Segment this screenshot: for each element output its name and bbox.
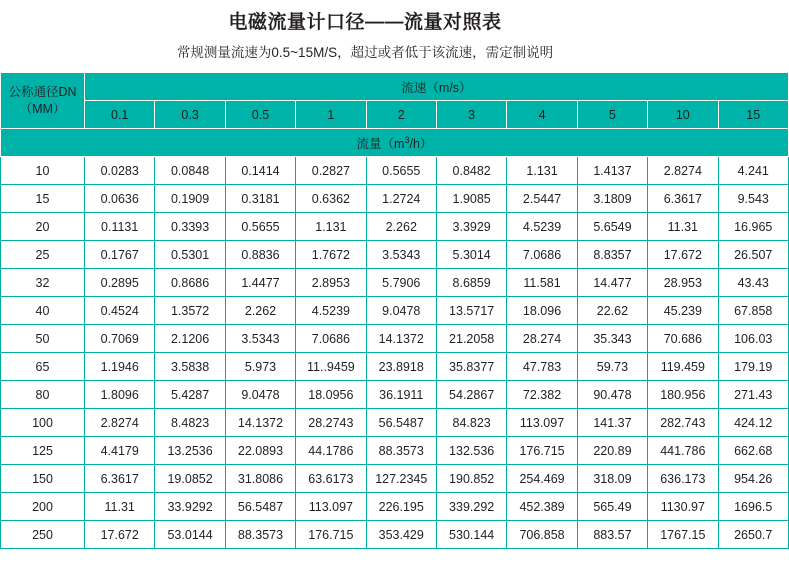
cell-flow: 2.8274 [85,409,155,437]
cell-flow: 0.0636 [85,185,155,213]
cell-flow: 271.43 [718,381,788,409]
cell-flow: 9.0478 [225,381,295,409]
cell-flow: 1.2724 [366,185,436,213]
velocity-value-3: 1 [296,101,366,129]
table-row [1,409,789,437]
cell-flow: 452.389 [507,493,577,521]
cell-flow: 3.3929 [436,213,506,241]
cell-flow: 90.478 [577,381,647,409]
cell-flow: 0.5655 [366,157,436,185]
cell-flow: 132.536 [436,437,506,465]
flow-band-header [1,129,789,157]
cell-flow: 1.131 [507,157,577,185]
velocity-value-7: 5 [577,101,647,129]
cell-flow: 4.5239 [507,213,577,241]
cell-flow: 33.9292 [155,493,225,521]
cell-flow: 7.0686 [507,241,577,269]
cell-flow: 0.8686 [155,269,225,297]
cell-flow: 54.2867 [436,381,506,409]
cell-flow: 63.6173 [296,465,366,493]
cell-flow: 56.5487 [225,493,295,521]
page-title: 电磁流量计口径——流量对照表 [228,12,502,33]
cell-flow: 883.57 [577,521,647,549]
cell-flow: 2.262 [225,297,295,325]
cell-flow: 530.144 [436,521,506,549]
cell-dn: 10 [1,157,85,185]
cell-flow: 1696.5 [718,493,788,521]
cell-flow: 22.0893 [225,437,295,465]
cell-flow: 8.4823 [155,409,225,437]
cell-flow: 127.2345 [366,465,436,493]
cell-flow: 43.43 [718,269,788,297]
cell-flow: 18.0956 [296,381,366,409]
cell-flow: 14.1372 [225,409,295,437]
cell-dn: 15 [1,185,85,213]
header-row-flow-band [1,129,789,157]
dn-header-line2: （MM） [19,101,66,116]
velocity-value-6: 4 [507,101,577,129]
cell-flow: 22.62 [577,297,647,325]
table-row [1,157,789,185]
cell-flow: 441.786 [648,437,718,465]
cell-flow: 0.1414 [225,157,295,185]
cell-flow: 6.3617 [85,465,155,493]
cell-flow: 0.7069 [85,325,155,353]
cell-flow: 5.3014 [436,241,506,269]
cell-flow: 119.459 [648,353,718,381]
cell-dn: 20 [1,213,85,241]
cell-dn: 100 [1,409,85,437]
cell-flow: 0.3393 [155,213,225,241]
cell-dn: 25 [1,241,85,269]
cell-flow: 9.0478 [366,297,436,325]
table-head [1,73,789,157]
cell-flow: 7.0686 [296,325,366,353]
cell-flow: 0.8836 [225,241,295,269]
table-body [1,157,789,549]
cell-flow: 14.477 [577,269,647,297]
velocity-value-9: 15 [718,101,788,129]
cell-flow: 5.4287 [155,381,225,409]
cell-flow: 88.3573 [366,437,436,465]
cell-flow: 3.5343 [366,241,436,269]
cell-flow: 565.49 [577,493,647,521]
cell-flow: 1.7672 [296,241,366,269]
cell-flow: 67.858 [718,297,788,325]
cell-flow: 3.5343 [225,325,295,353]
cell-flow: 1767.15 [648,521,718,549]
cell-flow: 9.543 [718,185,788,213]
flow-comparison-table [0,72,789,549]
cell-flow: 0.6362 [296,185,366,213]
cell-flow: 2.5447 [507,185,577,213]
cell-flow: 1.4477 [225,269,295,297]
cell-flow: 2.1206 [155,325,225,353]
cell-flow: 3.1809 [577,185,647,213]
cell-flow: 59.73 [577,353,647,381]
cell-flow: 19.0852 [155,465,225,493]
flow-band-suffix: /h） [409,136,433,151]
cell-dn: 250 [1,521,85,549]
cell-dn: 65 [1,353,85,381]
cell-flow: 21.2058 [436,325,506,353]
cell-flow: 70.686 [648,325,718,353]
cell-flow: 72.382 [507,381,577,409]
cell-flow: 424.12 [718,409,788,437]
table-row [1,353,789,381]
cell-flow: 14.1372 [366,325,436,353]
cell-dn: 50 [1,325,85,353]
cell-flow: 254.469 [507,465,577,493]
cell-dn: 200 [1,493,85,521]
cell-dn: 32 [1,269,85,297]
cell-flow: 1.3572 [155,297,225,325]
cell-flow: 26.507 [718,241,788,269]
cell-flow: 0.1767 [85,241,155,269]
cell-flow: 84.823 [436,409,506,437]
cell-flow: 6.3617 [648,185,718,213]
cell-flow: 0.1909 [155,185,225,213]
cell-flow: 318.09 [577,465,647,493]
cell-flow: 2.8953 [296,269,366,297]
cell-dn: 80 [1,381,85,409]
cell-flow: 5.6549 [577,213,647,241]
cell-flow: 13.5717 [436,297,506,325]
cell-flow: 1.131 [296,213,366,241]
table-row [1,437,789,465]
table-row [1,381,789,409]
velocity-value-4: 2 [366,101,436,129]
cell-flow: 11.31 [85,493,155,521]
velocity-value-1: 0.3 [155,101,225,129]
table-row [1,213,789,241]
table-row [1,297,789,325]
cell-flow: 0.4524 [85,297,155,325]
cell-flow: 179.19 [718,353,788,381]
cell-flow: 282.743 [648,409,718,437]
cell-flow: 3.5838 [155,353,225,381]
cell-flow: 11.581 [507,269,577,297]
flow-band-prefix: 流量（m [356,136,405,151]
cell-flow: 8.8357 [577,241,647,269]
cell-flow: 226.195 [366,493,436,521]
table-row [1,325,789,353]
cell-flow: 180.956 [648,381,718,409]
cell-flow: 56.5487 [366,409,436,437]
cell-flow: 0.3181 [225,185,295,213]
cell-flow: 113.097 [507,409,577,437]
cell-flow: 36.1911 [366,381,436,409]
cell-flow: 0.2895 [85,269,155,297]
cell-flow: 1.4137 [577,157,647,185]
cell-dn: 125 [1,437,85,465]
column-header-velocity: 流速（m/s） [85,73,789,101]
cell-flow: 339.292 [436,493,506,521]
cell-flow: 0.2827 [296,157,366,185]
cell-flow: 13.2536 [155,437,225,465]
cell-flow: 2650.7 [718,521,788,549]
cell-flow: 4.5239 [296,297,366,325]
cell-flow: 706.858 [507,521,577,549]
cell-flow: 1.9085 [436,185,506,213]
dn-header-line1: 公称通径DN [8,84,77,99]
flow-band-sup: 3 [404,134,410,145]
cell-flow: 0.0283 [85,157,155,185]
header-row-velocity [1,73,789,101]
cell-flow: 220.89 [577,437,647,465]
cell-flow: 11..9459 [296,353,366,381]
cell-flow: 4.4179 [85,437,155,465]
cell-flow: 44.1786 [296,437,366,465]
column-header-dn [1,73,85,129]
cell-flow: 2.8274 [648,157,718,185]
cell-flow: 35.343 [577,325,647,353]
cell-flow: 954.26 [718,465,788,493]
cell-flow: 16.965 [718,213,788,241]
cell-flow: 1130.97 [648,493,718,521]
cell-flow: 17.672 [85,521,155,549]
cell-flow: 353.429 [366,521,436,549]
cell-flow: 636.173 [648,465,718,493]
table-row [1,521,789,549]
cell-flow: 0.0848 [155,157,225,185]
cell-flow: 17.672 [648,241,718,269]
cell-flow: 106.03 [718,325,788,353]
cell-flow: 23.8918 [366,353,436,381]
table-row [1,493,789,521]
cell-flow: 190.852 [436,465,506,493]
table-row [1,241,789,269]
table-row [1,185,789,213]
velocity-value-2: 0.5 [225,101,295,129]
velocity-value-0: 0.1 [85,101,155,129]
cell-flow: 176.715 [296,521,366,549]
cell-flow: 0.5655 [225,213,295,241]
cell-dn: 150 [1,465,85,493]
page-subtitle: 常规测量流速为0.5~15M/S，超过或者低于该流速，需定制说明 [176,45,554,60]
cell-flow: 0.1131 [85,213,155,241]
cell-flow: 88.3573 [225,521,295,549]
table-row [1,269,789,297]
cell-flow: 47.783 [507,353,577,381]
velocity-value-8: 10 [648,101,718,129]
cell-flow: 0.5301 [155,241,225,269]
header-row-velocity-values [1,101,789,129]
cell-flow: 45.239 [648,297,718,325]
cell-flow: 5.7906 [366,269,436,297]
cell-flow: 18.096 [507,297,577,325]
cell-flow: 11.31 [648,213,718,241]
cell-flow: 35.8377 [436,353,506,381]
velocity-value-5: 3 [436,101,506,129]
cell-flow: 1.8096 [85,381,155,409]
cell-flow: 2.262 [366,213,436,241]
cell-flow: 28.953 [648,269,718,297]
cell-flow: 4.241 [718,157,788,185]
cell-flow: 31.8086 [225,465,295,493]
cell-flow: 113.097 [296,493,366,521]
cell-flow: 176.715 [507,437,577,465]
cell-flow: 28.274 [507,325,577,353]
cell-flow: 141.37 [577,409,647,437]
cell-flow: 28.2743 [296,409,366,437]
cell-flow: 53.0144 [155,521,225,549]
cell-dn: 40 [1,297,85,325]
cell-flow: 0.8482 [436,157,506,185]
cell-flow: 1.1946 [85,353,155,381]
cell-flow: 5.973 [225,353,295,381]
cell-flow: 8.6859 [436,269,506,297]
cell-flow: 662.68 [718,437,788,465]
table-row [1,465,789,493]
